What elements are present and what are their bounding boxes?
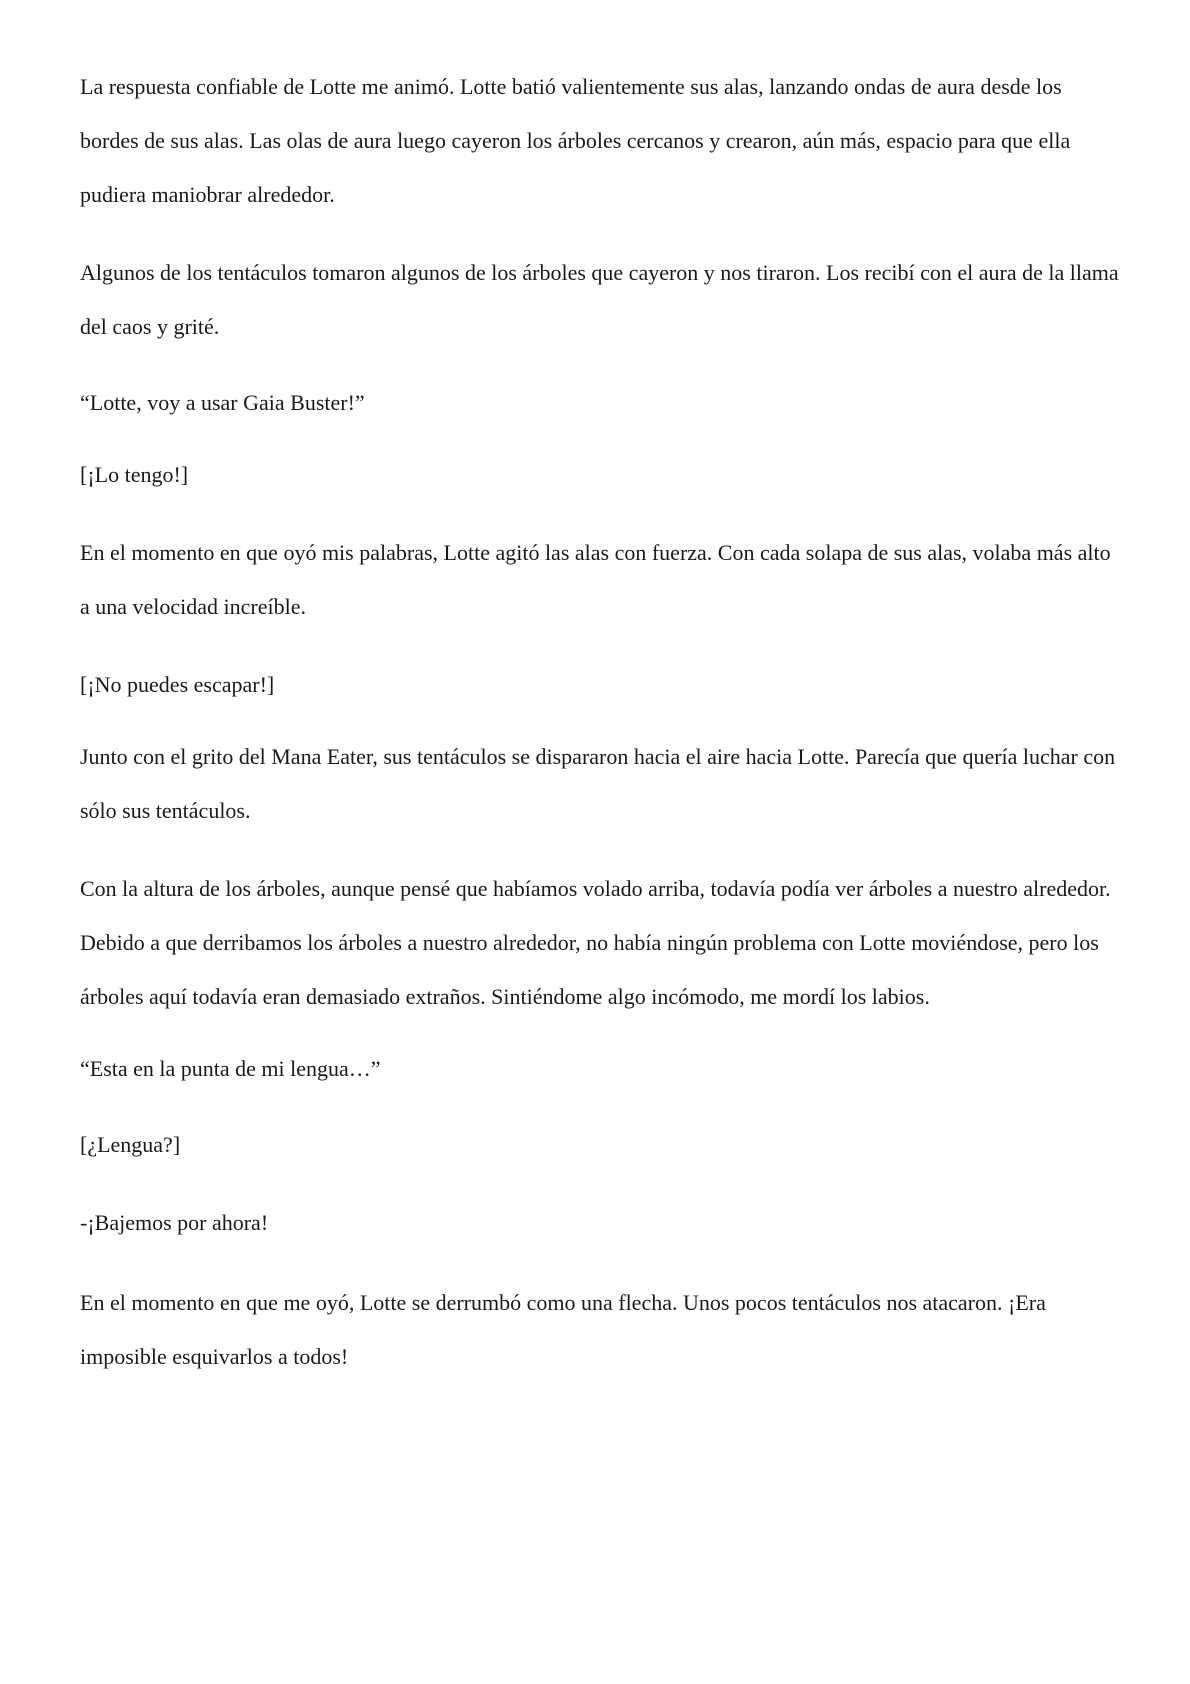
dialogue-line: [¿Lengua?] [80, 1132, 181, 1157]
paragraph: Con la altura de los árboles, aunque pensé que habíamos volado arriba, todavía podía ver árboles a nuestro alrededor. Debido a que derribamos los árboles a nuestro alrededor, no había ningún problema con Lotte moviéndose, pero los árboles aquí todavía eran demasiado extraños. Sintiéndome algo incómodo, me mordí los labios. [80, 876, 1111, 1009]
dialogue-line: “Lotte, voy a usar Gaia Buster!” [80, 390, 365, 415]
paragraph: Algunos de los tentáculos tomaron algunos de los árboles que cayeron y nos tiraron. Los recibí con el aura de la llama del caos y grité. [80, 260, 1119, 339]
document-page [80, 60, 1120, 1410]
dialogue-line: [¡No puedes escapar!] [80, 672, 275, 697]
paragraph: En el momento en que me oyó, Lotte se derrumbó como una flecha. Unos pocos tentáculos nos atacaron. ¡Era imposible esquivarlos a todos! [80, 1290, 1046, 1369]
dialogue-line: [¡Lo tengo!] [80, 462, 189, 487]
paragraph: La respuesta confiable de Lotte me animó. Lotte batió valientemente sus alas, lanzando ondas de aura desde los bordes de sus alas. Las olas de aura luego cayeron los árboles cercanos y crearon, aún más, espacio para que ella pudiera maniobrar alrededor. [80, 74, 1071, 207]
paragraph: Junto con el grito del Mana Eater, sus tentáculos se dispararon hacia el aire hacia Lotte. Parecía que quería luchar con sólo sus tentáculos. [80, 744, 1116, 823]
dialogue-line: -¡Bajemos por ahora! [80, 1210, 269, 1235]
paragraph: En el momento en que oyó mis palabras, Lotte agitó las alas con fuerza. Con cada solapa de sus alas, volaba más alto a una velocidad increíble. [80, 540, 1111, 619]
dialogue-line: “Esta en la punta de mi lengua…” [80, 1056, 381, 1081]
